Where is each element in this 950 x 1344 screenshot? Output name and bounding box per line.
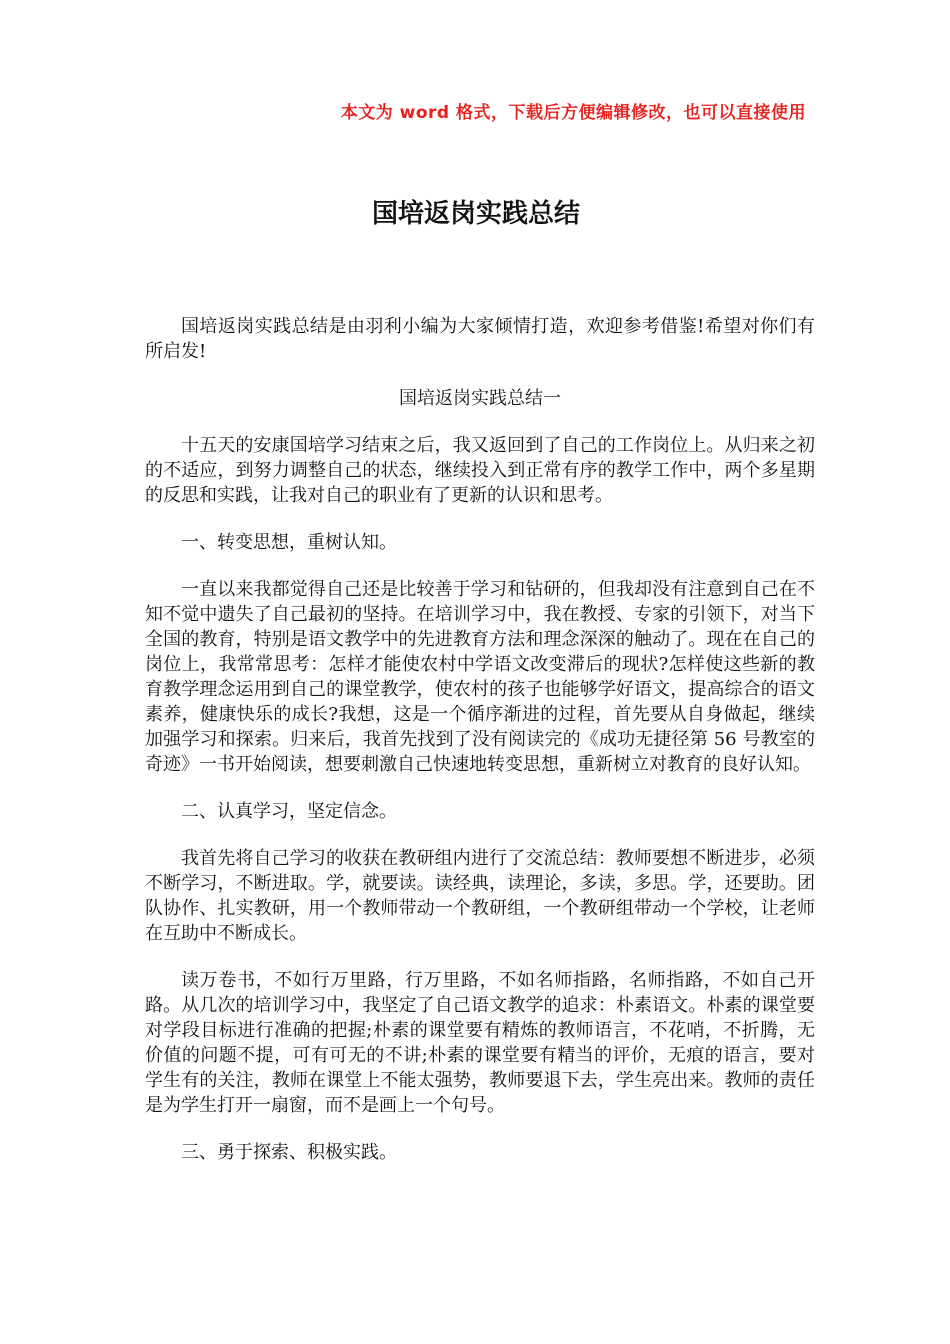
section-title: 国培返岗实践总结一 <box>399 388 561 409</box>
intro-paragraph: 国培返岗实践总结是由羽利小编为大家倾情打造，欢迎参考借鉴!希望对你们有所启发! <box>145 316 815 362</box>
paragraph: 十五天的安康国培学习结束之后，我又返回到了自己的工作岗位上。从归来之初的不适应，到努力调整自己的状态，继续投入到正常有序的教学工作中，两个多星期的反思和实践，让我对自己的职业有了更新的认识和思考。 <box>145 435 815 506</box>
heading-one: 一、转变思想，重树认知。 <box>181 532 397 553</box>
heading-three: 三、勇于探索、积极实践。 <box>181 1142 397 1163</box>
paragraph: 我首先将自己学习的收获在教研组内进行了交流总结：教师要想不断进步，必须不断学习，不断进取。学，就要读。读经典，读理论，多读，多思。学，还要助。团队协作、扎实教研，用一个教师带动一个教研组，一个教研组带动一个学校，让老师在互助中不断成长。 <box>145 848 815 944</box>
paragraph: 读万卷书，不如行万里路，行万里路，不如名师指路，名师指路，不如自己开路。从几次的培训学习中，我坚定了自己语文教学的追求：朴素语文。朴素的课堂要对学段目标进行准确的把握;朴素的课堂要有精炼的教师语言，不花哨，不折腾，无价值的问题不提，可有可无的不讲;朴素的课堂要有精当的评价，无痕的语言，要对学生有的关注，教师在课堂上不能太强势，教师要退下去，学生亮出来。教师的责任是为学生打开一扇窗，而不是画上一个句号。 <box>145 970 815 1116</box>
heading-two: 二、认真学习，坚定信念。 <box>181 801 397 822</box>
page-title: 国培返岗实践总结 <box>371 199 580 229</box>
format-notice: 本文为 word 格式，下载后方便编辑修改，也可以直接使用 <box>340 103 806 123</box>
document-body <box>145 314 815 1187</box>
paragraph: 一直以来我都觉得自己还是比较善于学习和钻研的，但我却没有注意到自己在不知不觉中遗失了自己最初的坚持。在培训学习中，我在教授、专家的引领下，对当下全国的教育，特别是语文教学中的先进教育方法和理念深深的触动了。现在在自己的岗位上，我常常思考：怎样才能使农村中学语文改变滞后的现状?怎样使这些新的教育教学理念运用到自己的课堂教学，使农村的孩子也能够学好语文，提高综合的语文素养，健康快乐的成长?我想，这是一个循序渐进的过程，首先要从自身做起，继续加强学习和探索。归来后，我首先找到了没有阅读完的《成功无捷径第 56 号教室的奇迹》一书开始阅读，想要刺激自己快速地转变思想，重新树立对教育的良好认知。 <box>145 579 815 775</box>
